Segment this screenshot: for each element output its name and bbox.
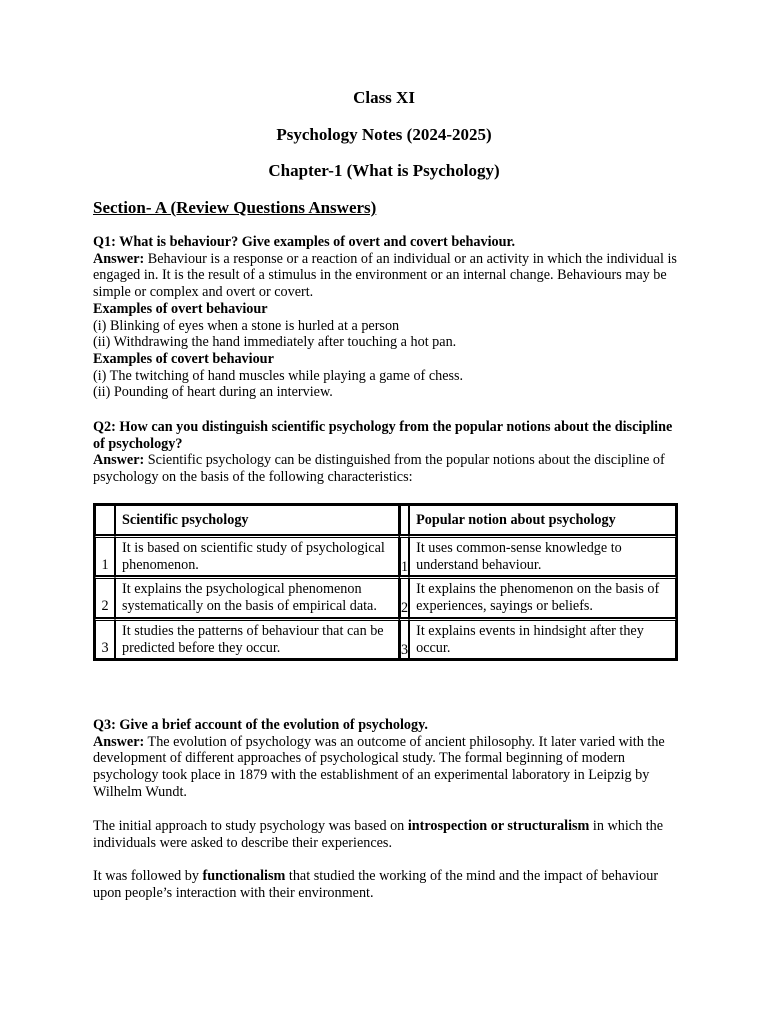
answer-2-text: Scientific psychology can be distinguished from the popular notions about the discipline of psychology on the basis of the following characteristics: — [93, 452, 665, 486]
popular-cell: It uses common-sense knowledge to understand behaviour. — [409, 535, 676, 576]
scientific-cell: It explains the psychological phenomenon systematically on the basis of empirical data. — [115, 576, 399, 617]
paragraph-text: in which the individuals were asked to describe their experiences. — [93, 818, 664, 851]
row-number: 3 — [95, 618, 115, 659]
answer-label: Answer: — [93, 733, 145, 750]
section-title: Section- A (Review Questions Answers) — [93, 198, 377, 217]
paragraph-text: that studied the working of the mind and the impact of behaviour upon people’s interaction with their environment. — [93, 868, 659, 901]
class-heading: Class XI — [353, 88, 415, 107]
key-term: introspection or structuralism — [407, 818, 590, 834]
row-number: 1 — [399, 535, 409, 576]
answer-3 — [93, 734, 678, 801]
answer-3-text: The evolution of psychology was an outcome of ancient philosophy. It later varied with the development of different approaches of psychological study. The formal beginning of modern psychology took place in 1879 with the establishment of an experimental laboratory in Leipzig by Wilhelm Wundt. — [93, 733, 665, 800]
overt-heading: Examples of overt behaviour — [93, 300, 268, 317]
chapter-heading: Chapter-1 (What is Psychology) — [268, 161, 500, 180]
overt-example-1: (i) Blinking of eyes when a stone is hurled at a person — [93, 317, 400, 334]
table-row — [95, 618, 676, 659]
scientific-cell: It studies the patterns of behaviour that can be predicted before they occur. — [115, 618, 399, 659]
row-number: 3 — [399, 618, 409, 659]
question-1-block — [93, 234, 678, 401]
scientific-cell: It is based on scientific study of psychological phenomenon. — [115, 535, 399, 576]
table-row — [95, 535, 676, 576]
structuralism-paragraph — [93, 818, 678, 851]
table-cell — [95, 505, 115, 535]
answer-2 — [93, 452, 678, 485]
question-2-block — [93, 419, 678, 486]
row-number: 2 — [95, 576, 115, 617]
header-scientific: Scientific psychology — [115, 505, 399, 535]
covert-heading: Examples of covert behaviour — [93, 350, 274, 367]
row-number: 1 — [95, 535, 115, 576]
table-header-row — [95, 505, 676, 535]
comparison-table — [93, 503, 678, 661]
question-1: Q1: What is behaviour? Give examples of overt and covert behaviour. — [93, 234, 516, 250]
answer-label: Answer: — [93, 250, 145, 267]
question-3-block — [93, 717, 678, 801]
answer-1-text: Behaviour is a response or a reaction of an individual or an activity in which the individual is engaged in. It is the result of a stimulus in the environment or an internal change. Behaviours may be simple or complex and overt or covert. — [93, 250, 677, 301]
paragraph-text: The initial approach to study psychology was based on — [93, 818, 408, 834]
notes-heading: Psychology Notes (2024-2025) — [276, 125, 492, 144]
question-2: Q2: How can you distinguish scientific psychology from the popular notions about the discipline of psychology? — [93, 419, 673, 452]
functionalism-paragraph — [93, 868, 678, 901]
key-term: functionalism — [202, 868, 286, 884]
question-3: Q3: Give a brief account of the evolution of psychology. — [93, 717, 428, 733]
table-row — [95, 576, 676, 617]
covert-example-2: (ii) Pounding of heart during an interview. — [93, 384, 333, 401]
answer-1 — [93, 251, 678, 301]
overt-example-2: (ii) Withdrawing the hand immediately after touching a hot pan. — [93, 334, 457, 351]
popular-cell: It explains events in hindsight after they occur. — [409, 618, 676, 659]
answer-label: Answer: — [93, 452, 145, 469]
row-number: 2 — [399, 576, 409, 617]
header-popular: Popular notion about psychology — [409, 505, 676, 535]
covert-example-1: (i) The twitching of hand muscles while playing a game of chess. — [93, 367, 464, 384]
table-cell — [399, 505, 409, 535]
popular-cell: It explains the phenomenon on the basis of experiences, sayings or beliefs. — [409, 576, 676, 617]
paragraph-text: It was followed by — [93, 868, 203, 884]
